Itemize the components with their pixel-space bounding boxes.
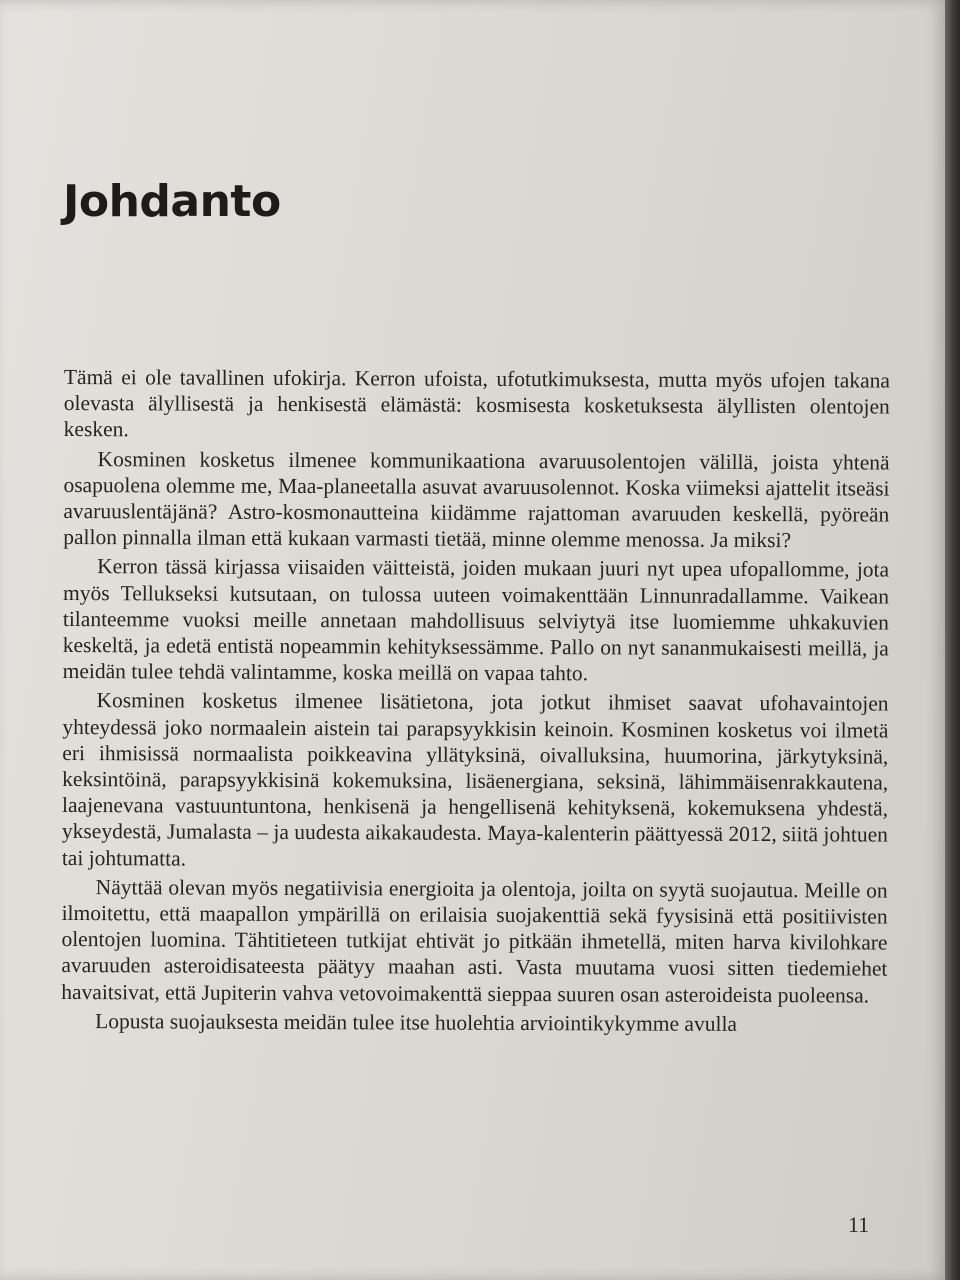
paragraph-6: Lopusta suojauksesta meidän tulee itse huolehtia arviointikykymme avulla	[95, 1009, 738, 1036]
paragraph-3: Kerron tässä kirjassa viisaiden väitteistä, joiden mukaan juuri nyt upea ufopallomme, jota myös Tellukseksi kutsutaan, on tulossa uuteen voimakenttään Linnunradallamme. Vaikean tilanteemme vuoksi meille annetaan mahdollisuus selviytyä itse luomiemme uhkakuvien keskeltä, ja edetä entistä nopeammin kehityksessämme. Pallo on nyt sananmukaisesti meillä, ja meidän tulee tehdä valintamme, koska meillä on vapaa tahto.	[62, 554, 890, 686]
body-text	[61, 364, 890, 1041]
paragraph-2: Kosminen kosketus ilmenee kommunikaationa avaruusolentojen välillä, joista yhtenä osapuolena olemme me, Maa-planeetalla asuvat avaruusolennot. Koska viimeksi ajattelit itseäsi avaruuslentäjänä? Astro-kosmonautteina kiidämme rajattoman avaruuden keskellä, pyöreän pallon pinnalla ilman että kukaan varmasti tietää, minne olemme menossa. Ja miksi?	[63, 446, 890, 553]
page-number: 11	[848, 1212, 870, 1237]
paragraph-1: Tämä ei ole tavallinen ufokirja. Kerron ufoista, ufotutkimuksesta, mutta myös ufojen takana olevasta älyllisestä ja henkisestä elämästä: kosmisesta kosketuksesta älyllisten olentojen kesken.	[63, 365, 890, 442]
paragraph-5: Näyttää olevan myös negatiivisia energioita ja olentoja, joilta on syytä suojautua. Meille on ilmoitettu, että maapallon ympärillä on erilaisia suojakenttiä sekä fyysisinä että positiivisten olentojen luomina. Tähtitieteen tutkijat ehtivät jo pitkään ihmetellä, miten harva kivilohkare avaruuden asteroidisateesta päätyy maahan asti. Vasta muutama vuosi sitten tiedemiehet havaitsivat, että Jupiterin vahva vetovoimakenttä sieppaa suuren osan asteroideista puoleensa.	[61, 875, 888, 1008]
paragraph-4: Kosminen kosketus ilmenee lisätietona, jota jotkut ihmiset saavat ufohavaintojen yhteydessä joko normaalein aistein tai parapsyykkisin keinoin. Kosminen kosketus voi ilmetä eri ihmisissä normaalista poikkeavina yllätyksinä, oivalluksina, huumorina, järkytyksinä, keksintöinä, parapsyykkisinä kokemuksina, lisäenergiana, seksinä, lähimmäisenrakkautena, laajenevana vastuuntuntona, henkisenä ja hengellisenä kehityksenä, kokemuksena yhdestä, ykseydestä, Jumalasta – ja uudesta aikakaudesta. Maya-kalenterin päättyessä 2012, siitä johtuen tai johtumatta.	[61, 688, 889, 871]
chapter-heading: Johdanto	[63, 176, 281, 227]
page-edge-shadow	[945, 0, 960, 1280]
